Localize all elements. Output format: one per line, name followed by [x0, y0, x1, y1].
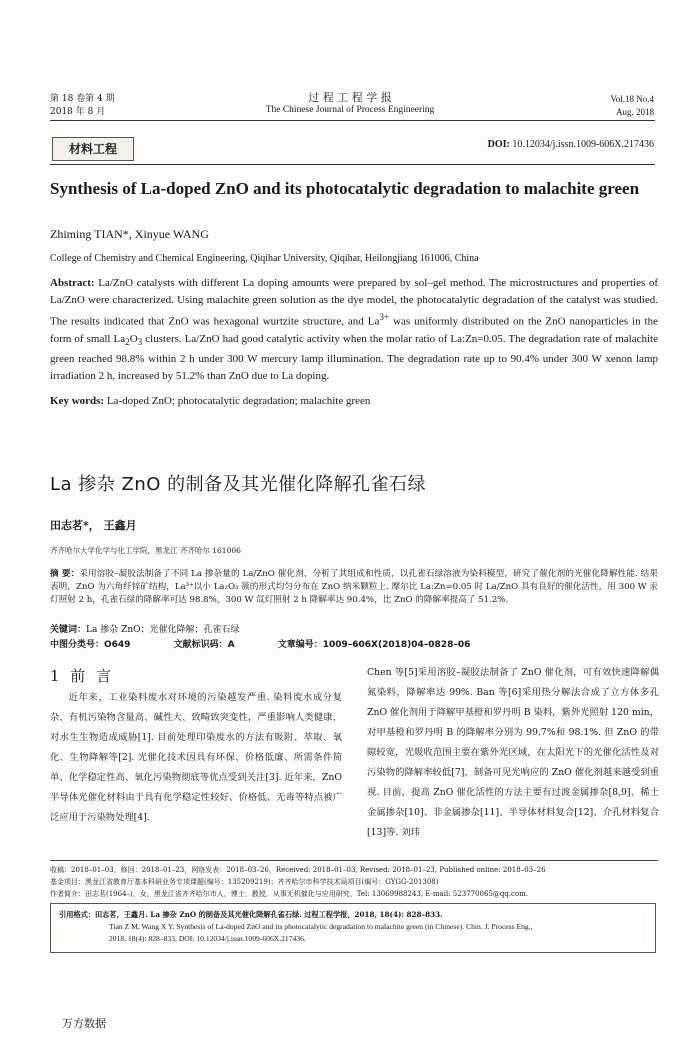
cn-keywords-label: 关键词：: [50, 625, 87, 635]
keywords-label: Key words:: [50, 395, 105, 407]
classification-line: [50, 637, 658, 650]
class-number: 中图分类号：O649: [50, 640, 131, 650]
chinese-keywords: [50, 622, 240, 635]
abstract-text-3: clusters. La/ZnO had good catalytic activity when the molar ratio of La:Zn=0.05. The degradation rate of malachite green reached 98.8% within 2 h under 300 W mercury lamp illumination. The degradation rate up to 90.4% under 300 W xenon lamp irradiation 2 h, increased by 51.2% than ZnO due to La doping.: [50, 332, 658, 382]
intro-right-text: Chen 等[5]采用溶胶–凝胶法制备了 ZnO 催化剂，可有效快速降解偶氮染料，降解率达 99%. Ban 等[6]采用热分解法合成了立方体多孔 ZnO 催化剂用于降解甲基橙和罗丹明 B 染料，紫外光照射 120 min，对甲基橙和罗丹明 B 的降解率分别为 99.7%和 98.1%. 但 ZnO 的带隙较宽，光吸收范围主要在紫外光区域，在太阳光下的光催化活性及对污染物的降解率较低[7]，制备可见光响应的 ZnO 催化剂越来越受到重视. 目前，提高 ZnO 催化活性的方法主要有过渡金属掺杂[8,9]、稀土金属掺杂[10]、非金属掺杂[11]、半导体材料复合[12]、介孔材料复合[13]等. 刘玮: [367, 667, 659, 838]
citation-label: 引用格式：: [59, 910, 95, 919]
english-abstract: [50, 275, 658, 385]
header-rule: [50, 120, 655, 121]
date-cn: 2018 年 8 月: [50, 107, 106, 117]
journal-name-en: The Chinese Journal of Process Engineering: [265, 105, 435, 115]
abstract-text-1: La/ZnO catalysts with different La doping amounts were prepared by sol–gel method. The microstructures and properties of La/ZnO were characterized. Using malachite green solution as the dye model, the photocatalytic degradation of the catalyst was studied. The results indicated that ZnO was hexagonal wurtzite structure, and La: [50, 277, 658, 328]
intro-left-text: 近年来，工业染料废水对环境的污染越发严重. 染料废水成分复杂、有机污染物含量高、碱性大、致畸致突变性，严重影响人类健康，对水生生物造成威胁[1]. 目前处理印染废水的方法有吸附、萃取、氧化、生物降解等[2]. 光催化技术因具有环保、价格低廉、所需条件简单、化学稳定性高、氧化污染物彻底等优点受到关注[3]. 近年来，ZnO 半导体光催化材料由于具有化学稳定性较好、价格低、无毒等特点被广泛应用于污染物处理[4].: [50, 692, 342, 823]
journal-name: [200, 91, 500, 117]
footnote-rule: [50, 860, 658, 861]
chinese-authors: 田志茗*， 王鑫月: [50, 519, 137, 532]
english-keywords: [50, 393, 658, 409]
english-affiliation: College of Chemistry and Chemical Engineering, Qiqihar University, Qiqihar, Heilongjiang 161006, China: [50, 253, 479, 264]
abstract-sub-1: 2: [125, 336, 130, 347]
cn-keywords-text: La 掺杂 ZnO；光催化降解；孔雀石绿: [86, 625, 240, 635]
volume-issue-cn: 第 18 卷第 4 期: [50, 94, 115, 104]
abstract-text-2: was uniformly distributed on the ZnO nanoparticles in the form of small La: [50, 315, 658, 345]
date-en: Aug. 2018: [616, 107, 654, 117]
citation-en-1: Tian Z M, Wang X Y. Synthesis of La-doped ZnO and its photocatalytic degradation to malachite green (in Chinese). Chin. J. Process Eng.,: [109, 922, 533, 931]
journal-name-cn: 过 程 工 程 学 报: [308, 91, 392, 104]
footer-watermark: 万方数据: [62, 1017, 106, 1030]
abstract-sub-2: 3: [137, 336, 143, 347]
volume-issue-en: Vol.18 No.4: [610, 94, 654, 104]
chinese-title: La 掺杂 ZnO 的制备及其光催化降解孔雀石绿: [50, 474, 427, 495]
footnote: [50, 864, 660, 900]
doi-value: 10.12034/j.issn.1009-606X.217436: [512, 139, 654, 150]
footnote-dates: 收稿：2018–01–03，修回：2018–01–23，网络发表：2018–03–26，Received: 2018–01–03, Revised: 2018–01–23, Published online: 2018–03–26: [50, 866, 546, 874]
journal-volume-en: [610, 93, 654, 119]
article-number: 文章编号：1009–606X(2018)04–0828–06: [277, 640, 471, 650]
section-badge: 材料工程: [52, 137, 134, 161]
chinese-affiliation: 齐齐哈尔大学化学与化工学院，黑龙江 齐齐哈尔 161006: [50, 546, 241, 555]
document-code: 文献标识码：A: [173, 640, 235, 650]
keywords-text: La-doped ZnO; photocatalytic degradation; malachite green: [106, 395, 371, 407]
abstract-label: Abstract:: [50, 277, 95, 289]
abstract-sup: 3+: [379, 312, 390, 322]
cn-abstract-label: 摘 要：: [50, 569, 80, 579]
intro-right-column: [367, 663, 659, 843]
intro-left-column: [50, 688, 342, 828]
footnote-author: 作者简介：田志茗(1964–)，女，黑龙江省齐齐哈尔市人，博士，教授，从事无机催化与应用研究，Tel: 13069988243, E-mail: 523770065@qq.com.: [50, 890, 529, 898]
citation-en-2: 2018, 18(4): 828–833, DOI: 10.12034/j.issn.1009-606X.217436.: [109, 934, 306, 943]
doi: [488, 139, 654, 150]
cn-abstract-text: 采用溶胶–凝胶法制备了不同 La 掺杂量的 La/ZnO 催化剂，分析了其组成和性质，以孔雀石绿溶液为染料模型，研究了催化剂的光催化降解性能. 结果表明，ZnO 为六角纤锌矿结构，La³⁺以小 La₂O₃ 簇的形式均匀分布在 ZnO 纳米颗粒上. 摩尔比 La:Zn=0.05 时 La/ZnO 具有良好的催化活性，用 300 W 汞灯照射 2 h，孔雀石绿的降解率可达 98.8%，300 W 氙灯照射 2 h 降解率达 90.4%，比 ZnO 的降解率提高了 51.2%.: [50, 569, 658, 605]
english-authors: Zhiming TIAN*, Xinyue WANG: [50, 227, 209, 241]
footnote-funding: 基金项目：黑龙江省教育厅基本科研业务专项课题(编号：135209219)；齐齐哈尔市科学技术局项目(编号：GYGG-201308): [50, 878, 439, 886]
section-heading-intro: 1 前 言: [50, 667, 115, 685]
doi-label: DOI:: [487, 139, 510, 150]
badge-rule: [50, 164, 655, 165]
abstract-text-o: O: [129, 332, 138, 345]
english-title: Synthesis of La-doped ZnO and its photocatalytic degradation to malachite green: [50, 179, 640, 198]
chinese-abstract: [50, 568, 658, 607]
citation-cn: 田志茗，王鑫月. La 掺杂 ZnO 的制备及其光催化降解孔雀石绿. 过程工程学报，2018, 18(4): 828–833.: [94, 910, 443, 919]
citation-box: [50, 903, 656, 953]
journal-volume-issue: [50, 93, 115, 119]
